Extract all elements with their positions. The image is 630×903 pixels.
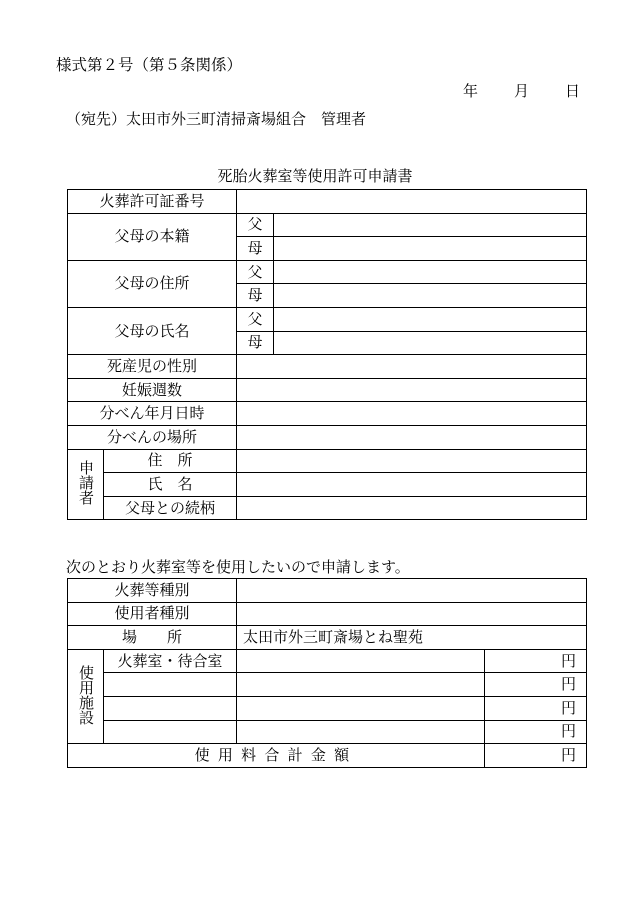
mother-address-field[interactable]	[274, 284, 587, 308]
table-row	[68, 425, 587, 449]
table-row	[68, 260, 587, 284]
facilities-label-text: 使用施設	[77, 664, 95, 725]
relation-field[interactable]	[237, 496, 587, 520]
mother-label: 母	[237, 237, 274, 261]
usage-table	[67, 578, 587, 768]
gender-label: 死産児の性別	[68, 355, 237, 379]
table-row	[68, 473, 587, 497]
table-row	[68, 626, 587, 650]
table-row	[68, 673, 587, 697]
facility-2-amount[interactable]: 円	[485, 673, 587, 697]
facility-4-amount[interactable]: 円	[485, 720, 587, 744]
addressee: （宛先）太田市外三町清掃斎場組合 管理者	[66, 110, 367, 128]
applicant-label-text: 申請者	[77, 460, 95, 506]
form-number: 様式第２号（第５条関係）	[56, 56, 243, 74]
father-label: 父	[237, 307, 274, 331]
table-row	[68, 378, 587, 402]
gender-field[interactable]	[237, 355, 587, 379]
date-day-label: 日	[565, 82, 581, 100]
table-row	[68, 579, 587, 603]
cremation-type-field[interactable]	[237, 579, 587, 603]
facility-3-detail-field[interactable]	[237, 696, 485, 720]
father-label: 父	[237, 213, 274, 237]
mother-name-field[interactable]	[274, 331, 587, 355]
facilities-label	[68, 649, 104, 743]
user-type-field[interactable]	[237, 602, 587, 626]
date-year-label: 年	[463, 82, 479, 100]
table-row	[68, 720, 587, 744]
user-type-label: 使用者種別	[68, 602, 237, 626]
table-row	[68, 190, 587, 214]
table-row	[68, 355, 587, 379]
application-table	[67, 189, 587, 520]
table-row	[68, 496, 587, 520]
permit-number-label: 火葬許可証番号	[68, 190, 237, 214]
total-amount[interactable]: 円	[485, 744, 587, 768]
address-label: 父母の住所	[68, 260, 237, 307]
facility-2-field[interactable]	[104, 673, 237, 697]
birth-datetime-field[interactable]	[237, 402, 587, 426]
father-name-field[interactable]	[274, 307, 587, 331]
mother-label: 母	[237, 284, 274, 308]
applicant-address-label: 住 所	[104, 449, 237, 473]
table-row	[68, 213, 587, 237]
table-row	[68, 449, 587, 473]
applicant-name-label: 氏 名	[104, 473, 237, 497]
date-month-label: 月	[514, 82, 530, 100]
facility-3-field[interactable]	[104, 696, 237, 720]
table-row	[68, 402, 587, 426]
facility-2-detail-field[interactable]	[237, 673, 485, 697]
mother-label: 母	[237, 331, 274, 355]
father-label: 父	[237, 260, 274, 284]
applicant-label	[68, 449, 104, 520]
name-label: 父母の氏名	[68, 307, 237, 354]
form-title: 死胎火葬室等使用許可申請書	[217, 167, 413, 185]
birth-place-label: 分べんの場所	[68, 425, 237, 449]
statement: 次のとおり火葬室等を使用したいので申請します。	[66, 558, 410, 576]
table-row	[68, 602, 587, 626]
location-value: 太田市外三町斎場とね聖苑	[237, 626, 587, 650]
total-label-text: 使用料合計金額	[194, 745, 358, 764]
weeks-field[interactable]	[237, 378, 587, 402]
relation-label: 父母との続柄	[104, 496, 237, 520]
birth-place-field[interactable]	[237, 425, 587, 449]
location-label: 場 所	[68, 626, 237, 650]
table-row	[68, 307, 587, 331]
facility-1-detail-field[interactable]	[237, 649, 485, 673]
father-honseki-field[interactable]	[274, 213, 587, 237]
total-label	[68, 744, 485, 768]
honseki-label: 父母の本籍	[68, 213, 237, 260]
weeks-label: 妊娠週数	[68, 378, 237, 402]
applicant-name-field[interactable]	[237, 473, 587, 497]
table-row	[68, 744, 587, 768]
cremation-type-label: 火葬等種別	[68, 579, 237, 603]
father-address-field[interactable]	[274, 260, 587, 284]
mother-honseki-field[interactable]	[274, 237, 587, 261]
applicant-address-field[interactable]	[237, 449, 587, 473]
facility-1-label: 火葬室・待合室	[104, 649, 237, 673]
facility-3-amount[interactable]: 円	[485, 696, 587, 720]
facility-4-field[interactable]	[104, 720, 237, 744]
permit-number-field[interactable]	[237, 190, 587, 214]
facility-1-amount[interactable]: 円	[485, 649, 587, 673]
birth-datetime-label: 分べん年月日時	[68, 402, 237, 426]
table-row	[68, 696, 587, 720]
table-row	[68, 649, 587, 673]
facility-4-detail-field[interactable]	[237, 720, 485, 744]
